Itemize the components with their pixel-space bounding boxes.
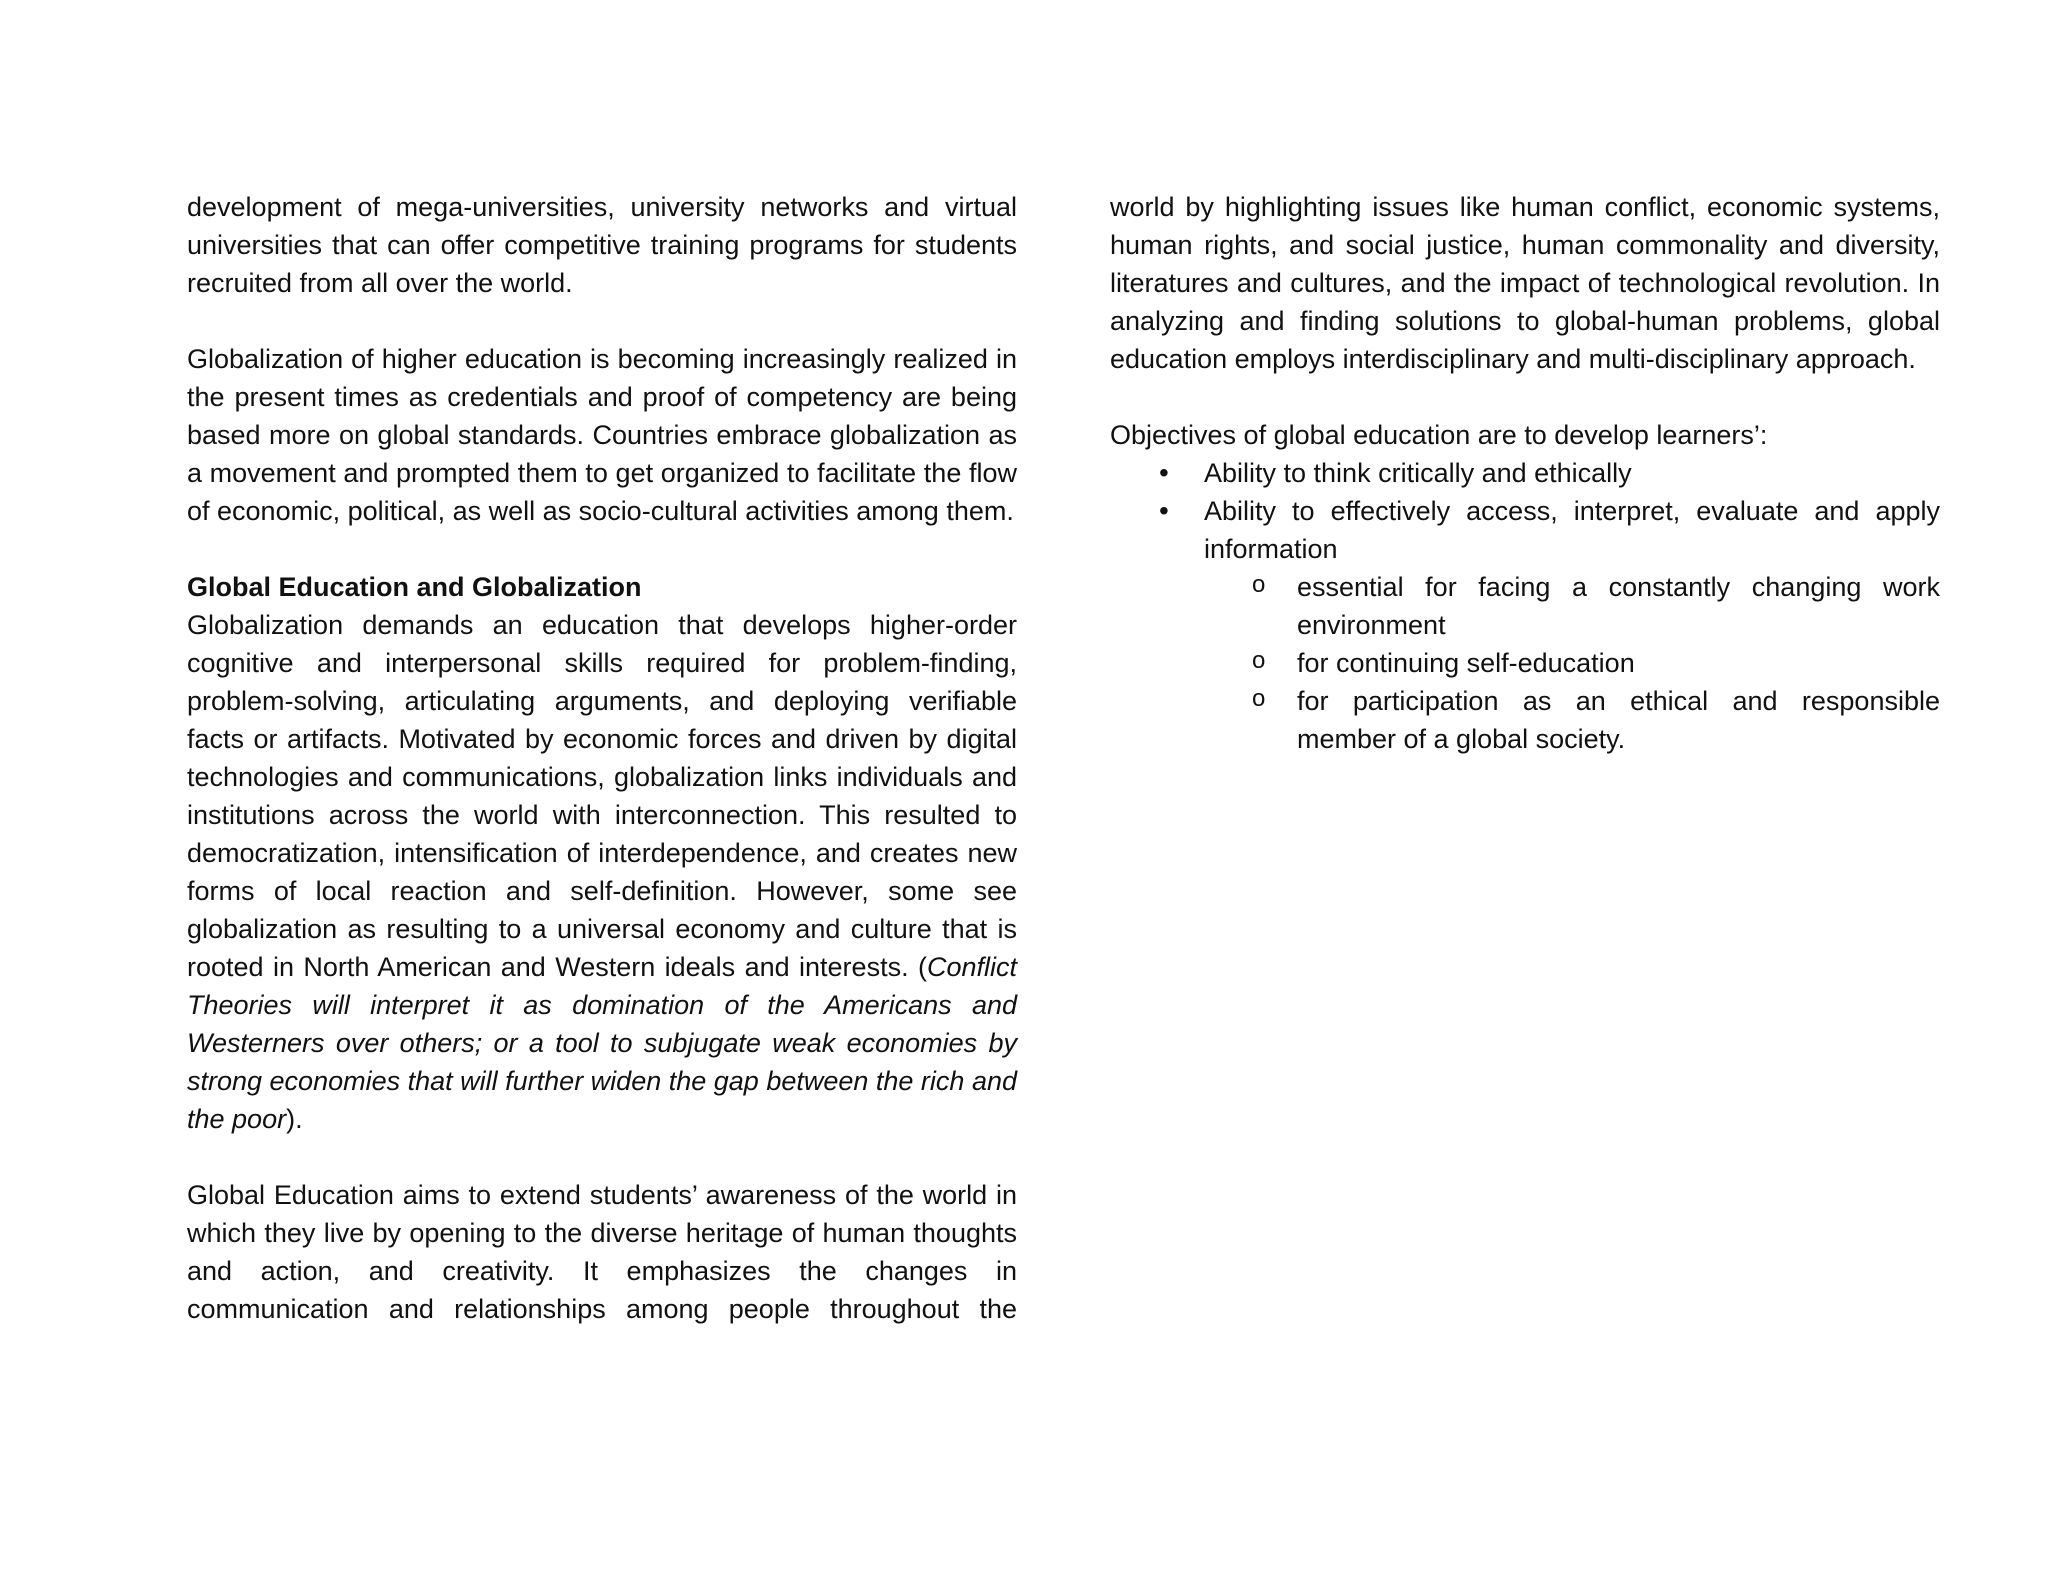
section-heading: Global Education and Globalization xyxy=(187,572,642,602)
paragraph-mega-universities: development of mega-universities, university networks and virtual universities that can offer competitive training programs for students recruited from all over the world. xyxy=(187,192,1017,298)
paragraph-world-issues: world by highlighting issues like human conflict, economic systems, human rights, and social justice, human commonality and diversity, literatures and cultures, and the impact of technological revolution. In analyzing and finding solutions to global-human problems, global education employs interdisciplinary and multi-disciplinary approach. xyxy=(1110,192,1940,374)
conflict-theories-note: Conflict Theories will interpret it as domination of the Americans and Westerners over others; or a tool to subjugate weak economies by strong economies that will further widen the gap between the rich and the poor xyxy=(187,952,1017,1134)
list-item-text: Ability to effectively access, interpret, evaluate and apply information xyxy=(1204,496,1940,564)
objectives-intro: Objectives of global education are to develop learners’: xyxy=(1110,420,1768,450)
list-item xyxy=(1204,492,1940,568)
sub-list-item: o essential for facing a constantly changing work environment xyxy=(1297,568,1940,644)
list-item: • Ability to think critically and ethically xyxy=(1204,454,1940,492)
paragraph-global-education-aims: Global Education aims to extend students’ awareness of the world in which they live by opening to the diverse heritage of human thoughts and action, and creativity. It emphasizes the changes in communication and relationships among people throughout the xyxy=(187,1180,1017,1324)
sub-objectives-list xyxy=(1204,568,1940,758)
sub-list-item: o for participation as an ethical and responsible member of a global society. xyxy=(1297,682,1940,758)
paragraph-globalization-demands xyxy=(187,606,1017,1138)
paragraph-globalization-higher-education: Globalization of higher education is becoming increasingly realized in the present times as credentials and proof of competency are being based more on global standards. Countries embrace globalization as a movement and prompted them to get organized to facilitate the flow of economic, political, as well as socio-cultural activities among them. xyxy=(187,344,1017,526)
paragraph-text: Globalization demands an education that develops higher-order cognitive and interpersonal skills required for problem-finding, problem-solving, articulating arguments, and deploying verifiable facts or artifacts. Motivated by economic forces and driven by digital technologies and communications, globalization links individuals and institutions across the world with interconnection. This resulted to democratization, intensification of interdependence, and creates new forms of local reaction and self-definition. However, some see globalization as resulting to a universal economy and culture that is rooted in North American and Western ideals and interests. ( xyxy=(187,610,1017,982)
paragraph-close: ). xyxy=(286,1104,303,1134)
sub-list-item: o for continuing self-education xyxy=(1297,644,1940,682)
objectives-list xyxy=(1110,454,1940,568)
right-column xyxy=(1110,188,1940,758)
left-column xyxy=(187,188,1017,1366)
